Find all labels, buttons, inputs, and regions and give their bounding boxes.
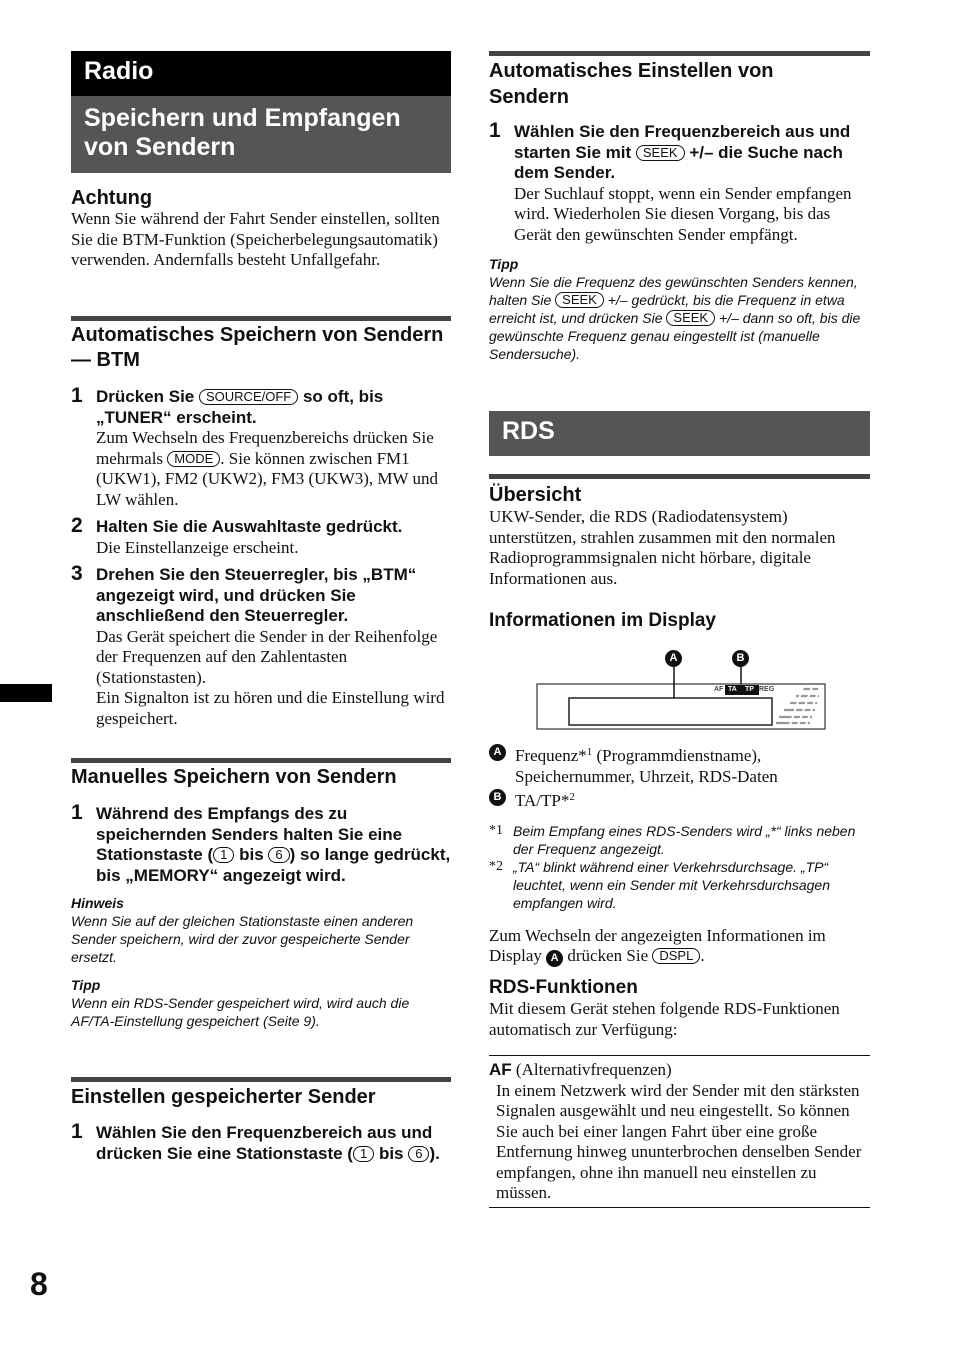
manual-step-1 bbox=[71, 801, 451, 886]
achtung-text: Wenn Sie während der Fahrt Sender einstellen, sollten Sie die BTM-Funktion (Speicherbelegungsautomatik) verwenden. Andernfalls besteht Unfallgefahr. bbox=[71, 209, 440, 269]
mode-key: MODE bbox=[167, 451, 220, 467]
btm-step-2 bbox=[71, 514, 451, 558]
auto-section bbox=[489, 58, 870, 363]
item-a bbox=[489, 742, 870, 787]
stored-bis: bis bbox=[378, 1143, 404, 1163]
key-1: 1 bbox=[353, 1146, 374, 1162]
lcd-af: AF bbox=[714, 686, 724, 693]
footnote-2 bbox=[489, 858, 870, 912]
radio-title: Radio bbox=[71, 51, 451, 96]
achtung-block bbox=[71, 186, 451, 271]
stored-step1-b: ). bbox=[429, 1143, 440, 1163]
rule-auto bbox=[489, 51, 870, 56]
auto-step1-body: Der Suchlauf stoppt, wenn ein Sender empfangen wird. Wiederholen Sie diesen Vorgang, bis das Gerät den gewünschten Sender empfängt. bbox=[514, 183, 852, 244]
key-6: 6 bbox=[268, 847, 289, 863]
footnote-2-text: „TA“ blinkt während einer Verkehrsdurchsage. „TP“ leuchtet, wenn ein Sender mit Verkehrsdurchsagen empfangen wird. bbox=[513, 858, 830, 911]
btm-step1-b: so oft, bis „TUNER“ erscheint. bbox=[96, 387, 384, 427]
btm-step3-body1: Das Gerät speichert die Sender in der Reihenfolge der Frequenzen auf den Zahlentasten (Stationstasten). bbox=[96, 626, 438, 687]
switch-b: drücken Sie bbox=[567, 946, 649, 965]
af-title: (Alternativfrequenzen) bbox=[515, 1060, 672, 1079]
footnote-1-text: Beim Empfang eines RDS-Senders wird „*“ links neben der Frequenz angezeigt. bbox=[513, 822, 856, 857]
stored-section bbox=[71, 1085, 451, 1164]
item-a-sup: 1 bbox=[586, 746, 593, 758]
btm-step-1 bbox=[71, 384, 451, 510]
lcd-ta: TA bbox=[728, 686, 737, 693]
btm-section bbox=[71, 323, 451, 729]
achtung-heading: Achtung bbox=[71, 187, 153, 209]
lcd-reg: REG bbox=[759, 686, 775, 693]
hinweis-text: Wenn Sie auf der gleichen Stationstaste einen anderen Sender speichern, wird der zuvor gespeicherte Sender ersetzt. bbox=[71, 913, 414, 965]
footnote-1-mark: *1 bbox=[489, 822, 503, 838]
btm-step2-body: Die Einstellanzeige erscheint. bbox=[96, 537, 299, 557]
uebersicht-heading: Übersicht bbox=[489, 484, 582, 506]
item-b bbox=[489, 787, 870, 812]
manual-step1-b: ) so lange gedrückt, bis „MEMORY“ angezeigt wird. bbox=[96, 845, 451, 885]
display-illustration bbox=[536, 649, 826, 731]
btm-heading: Automatisches Speichern von Sendern — BTM bbox=[71, 324, 444, 371]
funktionen-text: Mit diesem Gerät stehen folgende RDS-Funktionen automatisch zur Verfügung: bbox=[489, 999, 840, 1039]
source-off-key: SOURCE/OFF bbox=[199, 389, 298, 405]
page-number: 8 bbox=[30, 1266, 48, 1302]
uebersicht-section bbox=[489, 483, 870, 589]
rule-stored bbox=[71, 1077, 451, 1082]
auto-tipp-heading: Tipp bbox=[489, 256, 519, 272]
step-number: 1 bbox=[489, 119, 501, 142]
auto-step1-a: Wählen Sie den Frequenzbereich aus und starten Sie mit bbox=[514, 122, 851, 162]
step-number: 3 bbox=[71, 562, 83, 585]
switch-text bbox=[489, 926, 870, 968]
rule-manual bbox=[71, 758, 451, 763]
af-table-top-rule bbox=[489, 1055, 870, 1056]
manual-section bbox=[71, 765, 451, 1030]
seek-key: SEEK bbox=[636, 145, 685, 161]
display-section bbox=[489, 610, 870, 632]
section-title: Speichern und Empfangen von Sendern bbox=[71, 96, 451, 173]
lcd-tp: TP bbox=[745, 686, 754, 693]
step-number: 1 bbox=[71, 1120, 83, 1143]
uebersicht-text: UKW-Sender, die RDS (Radiodatensystem) unterstützen, strahlen zusammen mit den normalen Radioprogrammsignalen nicht hörbare, digitale Informationen aus. bbox=[489, 507, 836, 588]
step-number: 1 bbox=[71, 384, 83, 407]
manual-bis: bis bbox=[239, 845, 264, 864]
af-entry bbox=[489, 1060, 870, 1204]
rds-title: RDS bbox=[489, 411, 870, 456]
af-table-bottom-rule bbox=[489, 1207, 870, 1208]
marker-a: A bbox=[546, 950, 563, 967]
marker-a: A bbox=[665, 650, 682, 667]
af-text: In einem Netzwerk wird der Sender mit den stärksten Signalen ausgewählt und neu eingestellt. So können Sie auch bei einer langen Fahrt über eine große Entfernung hinweg ununterbrochen denselben Sender empfangen, ohne ihn manuell neu einstellen zu müssen. bbox=[496, 1080, 862, 1202]
marker-b: B bbox=[732, 650, 749, 667]
stored-step-1 bbox=[71, 1120, 451, 1164]
funktionen-heading: RDS-Funktionen bbox=[489, 977, 638, 998]
btm-step1-a: Drücken Sie bbox=[96, 387, 195, 406]
switch-a: Zum Wechseln der angezeigten Informationen im Display bbox=[489, 925, 826, 965]
btm-step2-b: Halten Sie die Auswahltaste gedrückt. bbox=[96, 517, 403, 536]
rule-uebersicht bbox=[489, 474, 870, 479]
dspl-key: DSPL bbox=[652, 948, 700, 964]
step-number: 1 bbox=[71, 801, 83, 824]
seek-key: SEEK bbox=[666, 310, 715, 326]
step-number: 2 bbox=[71, 514, 83, 537]
auto-tipp-a: Wenn Sie die Frequenz des gewünschten Senders kennen, halten Sie bbox=[489, 274, 858, 308]
btm-step3-body2: Ein Signalton ist zu hören und die Einstellung wird gespeichert. bbox=[96, 688, 445, 728]
marker-a: A bbox=[489, 744, 506, 761]
stored-heading: Einstellen gespeicherter Sender bbox=[71, 1086, 376, 1108]
footnote-2-mark: *2 bbox=[489, 858, 503, 874]
auto-step-1 bbox=[489, 119, 870, 245]
display-heading: Informationen im Display bbox=[489, 610, 716, 631]
btm-step1-body-b: . Sie können zwischen FM1 (UKW1), FM2 (UKW2), FM3 (UKW3), MW und LW wählen. bbox=[96, 448, 439, 509]
btm-step1-body-a: Zum Wechseln des Frequenzbereichs drücken Sie mehrmals bbox=[96, 428, 434, 468]
hinweis-heading: Hinweis bbox=[71, 895, 124, 911]
marker-b: B bbox=[489, 789, 506, 806]
btm-step-3 bbox=[71, 562, 451, 729]
btm-step3-b: Drehen Sie den Steuerregler, bis „BTM“ angezeigt wird, und drücken Sie anschließend den Steuerregler. bbox=[96, 565, 417, 625]
auto-tipp-c: +/– dann so oft, bis die gewünschte Frequenz genau eingestellt ist (manuelle Sendersuche). bbox=[489, 310, 861, 362]
auto-tipp-b: +/– gedrückt, bis die Frequenz in etwa erreicht ist, und drücken Sie bbox=[489, 292, 845, 326]
item-a-1: Frequenz* bbox=[515, 746, 587, 765]
item-b-text: TA/TP* bbox=[515, 791, 570, 810]
auto-heading: Automatisches Einstellen von Sendern bbox=[489, 60, 774, 108]
af-label: AF bbox=[489, 1060, 512, 1079]
manual-tipp-text: Wenn ein RDS-Sender gespeichert wird, wird auch die AF/TA-Einstellung gespeichert (Seite 9). bbox=[71, 995, 410, 1029]
side-tab-marker bbox=[0, 684, 52, 702]
key-1: 1 bbox=[213, 847, 234, 863]
switch-c: . bbox=[700, 946, 705, 965]
manual-step1-a: Während des Empfangs des zu speichernden Senders halten Sie eine Stationstaste ( bbox=[96, 804, 403, 864]
manual-tipp-heading: Tipp bbox=[71, 977, 101, 993]
auto-step1-b: +/– die Suche nach dem Sender. bbox=[514, 142, 843, 182]
item-a-2: (Programmdienstname), Speichernummer, Uhrzeit, RDS-Daten bbox=[515, 746, 778, 786]
item-b-sup: 2 bbox=[569, 791, 575, 803]
seek-key: SEEK bbox=[555, 292, 604, 308]
stored-step1-a: Wählen Sie den Frequenzbereich aus und drücken Sie eine Stationstaste ( bbox=[96, 1123, 433, 1163]
footnote-1 bbox=[489, 822, 870, 858]
display-items bbox=[489, 742, 870, 967]
manual-heading: Manuelles Speichern von Sendern bbox=[71, 766, 397, 788]
funktionen-section bbox=[489, 977, 870, 1040]
rule-btm bbox=[71, 316, 451, 321]
key-6: 6 bbox=[408, 1146, 429, 1162]
